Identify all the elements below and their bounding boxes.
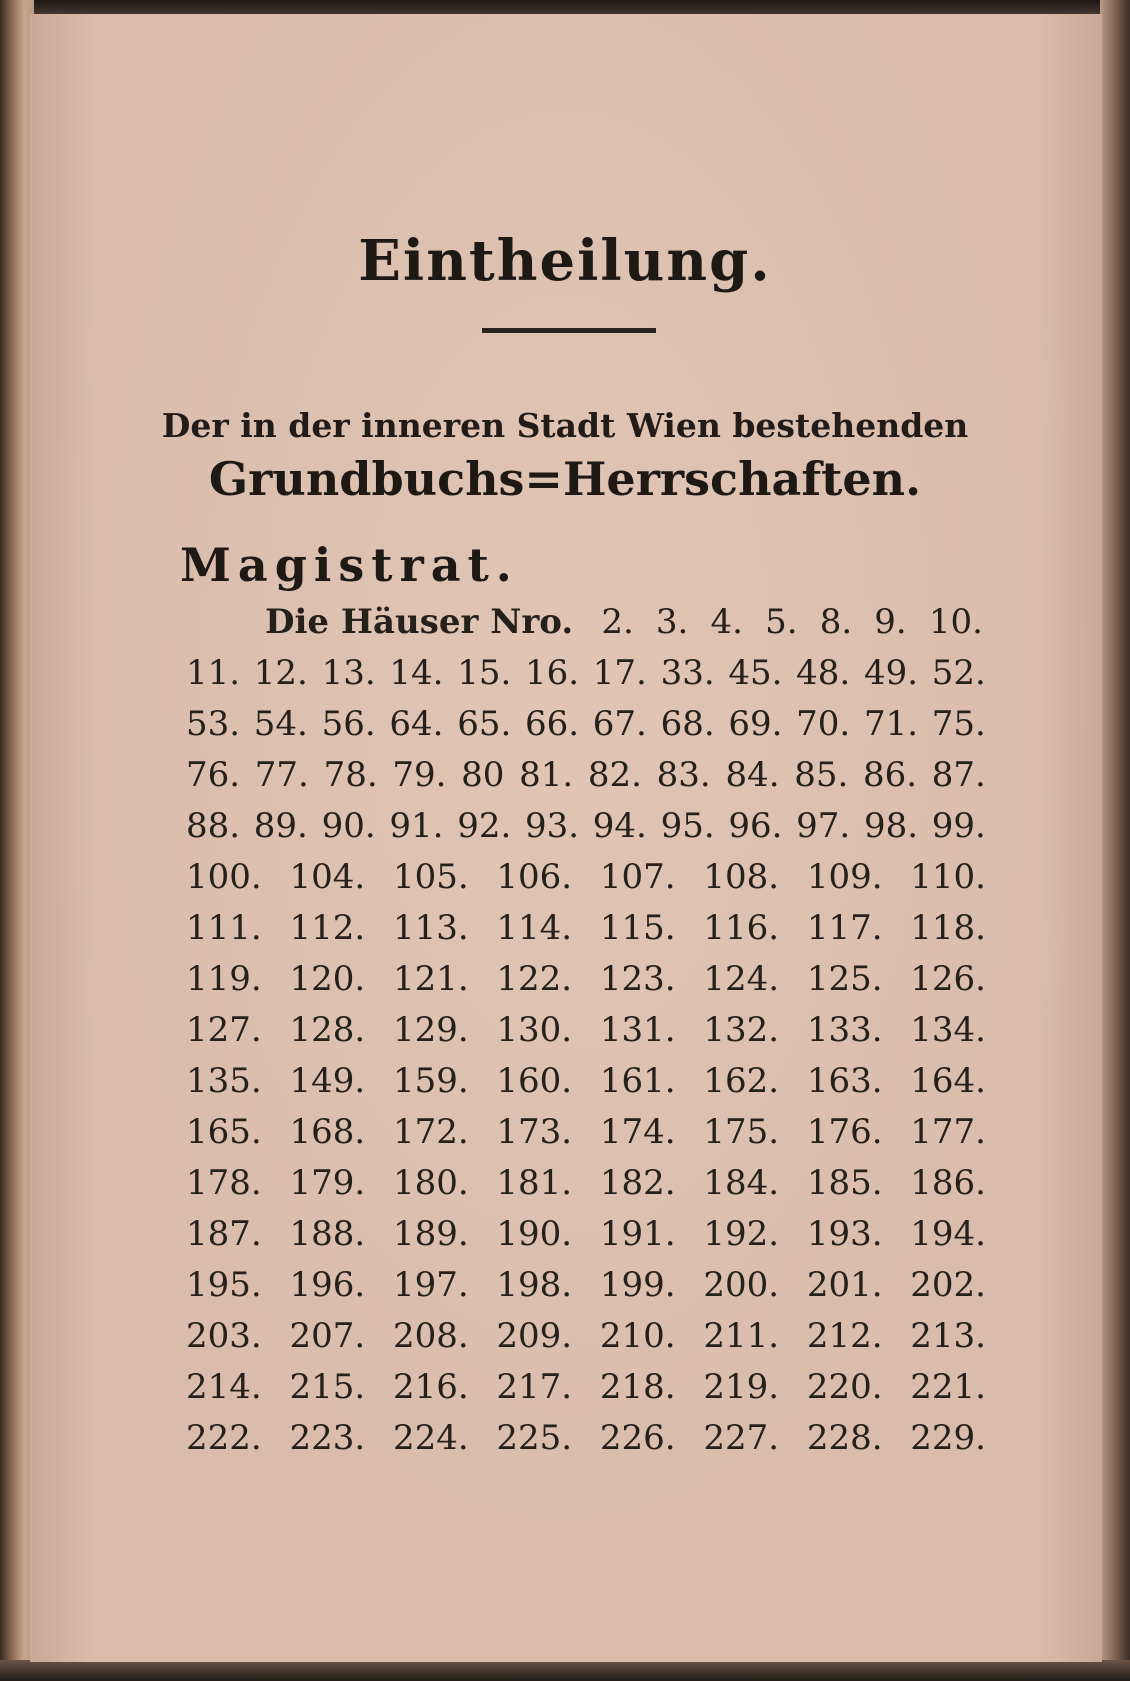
house-number: 200. <box>703 1265 780 1305</box>
house-number-line <box>265 602 983 648</box>
house-number: 10. <box>928 602 983 642</box>
house-number: 11. <box>186 653 241 693</box>
house-number: 201. <box>806 1265 883 1305</box>
house-number: 178. <box>186 1163 262 1203</box>
house-number: 211. <box>703 1316 780 1356</box>
house-number: 110. <box>910 857 986 897</box>
house-number: 176. <box>806 1112 883 1152</box>
house-number: 114. <box>496 908 573 948</box>
house-number: 125. <box>806 959 883 999</box>
house-number: 79. <box>392 755 447 795</box>
house-number: 199. <box>599 1265 676 1305</box>
house-number: 81. <box>519 755 574 795</box>
house-number: 129. <box>392 1010 469 1050</box>
house-number: 229. <box>910 1418 986 1458</box>
house-number-line <box>186 704 986 750</box>
house-number: 92. <box>457 806 512 846</box>
house-number: 12. <box>253 653 308 693</box>
house-number: 91. <box>389 806 444 846</box>
house-number: 216. <box>392 1367 469 1407</box>
house-number: 192. <box>703 1214 780 1254</box>
house-number: 224. <box>392 1418 469 1458</box>
house-number: 109. <box>806 857 883 897</box>
house-number: 117. <box>806 908 883 948</box>
page-title: Eintheilung. <box>358 228 772 294</box>
house-number: 112. <box>289 908 366 948</box>
house-number: 132. <box>703 1010 780 1050</box>
house-number: 120. <box>289 959 366 999</box>
house-number: 126. <box>910 959 986 999</box>
house-number: 3. <box>655 602 689 642</box>
house-number: 95. <box>660 806 715 846</box>
house-number: 195. <box>186 1265 262 1305</box>
house-number: 198. <box>496 1265 573 1305</box>
house-number-line <box>186 1010 986 1056</box>
house-number: 14. <box>389 653 444 693</box>
house-number: 160. <box>496 1061 573 1101</box>
house-number: 93. <box>524 806 580 846</box>
house-number: 94. <box>592 806 647 846</box>
house-number: 218. <box>599 1367 676 1407</box>
house-number: 149. <box>289 1061 366 1101</box>
house-number: 173. <box>496 1112 573 1152</box>
house-number: 15. <box>457 653 512 693</box>
house-number: 123. <box>599 959 676 999</box>
house-number: 134. <box>910 1010 986 1050</box>
house-number: 208. <box>392 1316 469 1356</box>
subtitle-line-2: Grundbuchs=Herrschaften. <box>208 452 922 506</box>
house-number: 213. <box>910 1316 986 1356</box>
house-number: 87. <box>931 755 986 795</box>
house-number: 180. <box>392 1163 469 1203</box>
house-number: 189. <box>392 1214 469 1254</box>
subtitle-line-1: Der in der inneren Stadt Wien bestehenden <box>161 406 969 445</box>
house-number: 113. <box>392 908 469 948</box>
house-number: 17. <box>592 653 647 693</box>
house-number: 77. <box>254 755 309 795</box>
house-number: 108. <box>703 857 780 897</box>
house-number: 124. <box>703 959 780 999</box>
title-rule <box>482 328 656 333</box>
house-number: 56. <box>321 704 376 744</box>
house-number: 99. <box>931 806 986 846</box>
house-number: 217. <box>496 1367 573 1407</box>
house-number: 179. <box>289 1163 366 1203</box>
house-number: 174. <box>599 1112 676 1152</box>
house-number: 191. <box>599 1214 676 1254</box>
house-number: 118. <box>910 908 986 948</box>
house-number: 214. <box>186 1367 262 1407</box>
house-number: 8. <box>819 602 853 642</box>
house-number: 185. <box>806 1163 883 1203</box>
house-number: 52. <box>931 653 986 693</box>
house-number: 69. <box>728 704 783 744</box>
house-number: 65. <box>457 704 512 744</box>
house-number: 89. <box>253 806 308 846</box>
house-number-line <box>186 908 986 954</box>
house-number-line <box>186 1418 986 1464</box>
house-number: 209. <box>496 1316 573 1356</box>
house-number: 49. <box>863 653 919 693</box>
house-number: 64. <box>389 704 444 744</box>
house-number-line <box>186 1163 986 1209</box>
house-number: 4. <box>710 602 743 642</box>
house-number: 202. <box>910 1265 986 1305</box>
house-number: 197. <box>392 1265 469 1305</box>
house-number: 219. <box>703 1367 780 1407</box>
house-number: 119. <box>186 959 262 999</box>
house-number: 193. <box>806 1214 883 1254</box>
house-number: 76. <box>186 755 241 795</box>
house-number: 223. <box>289 1418 366 1458</box>
house-number: 13. <box>321 653 376 693</box>
house-number: 210. <box>599 1316 676 1356</box>
house-number: 97. <box>796 806 851 846</box>
book-bottom-edge <box>0 1660 1130 1681</box>
house-number: 188. <box>289 1214 366 1254</box>
house-number: 131. <box>599 1010 676 1050</box>
house-number: 203. <box>186 1316 262 1356</box>
house-number: 80 <box>461 755 505 795</box>
house-number: 168. <box>289 1112 366 1152</box>
house-number: 227. <box>703 1418 780 1458</box>
house-number: 122. <box>496 959 573 999</box>
house-number: 135. <box>186 1061 262 1101</box>
house-number: 162. <box>703 1061 780 1101</box>
house-number: 83. <box>656 755 711 795</box>
house-number: 66. <box>524 704 580 744</box>
house-number: 190. <box>496 1214 573 1254</box>
house-number: 67. <box>592 704 647 744</box>
house-number: 96. <box>728 806 783 846</box>
house-number-line <box>186 1367 986 1413</box>
house-number: 215. <box>289 1367 366 1407</box>
houses-lead-text: Die Häuser Nro. <box>265 602 574 642</box>
house-number: 186. <box>910 1163 986 1203</box>
house-number: 104. <box>289 857 366 897</box>
house-number: 182. <box>599 1163 676 1203</box>
house-number: 175. <box>703 1112 780 1152</box>
house-number: 68. <box>660 704 715 744</box>
house-number: 159. <box>392 1061 469 1101</box>
house-number-line <box>186 1112 986 1158</box>
house-number: 107. <box>599 857 676 897</box>
house-number-line <box>186 1265 986 1311</box>
house-number-line <box>186 755 986 801</box>
house-number-line <box>186 806 986 852</box>
house-number: 86. <box>863 755 918 795</box>
house-number: 194. <box>910 1214 986 1254</box>
house-number: 165. <box>186 1112 262 1152</box>
house-number: 2. <box>601 602 634 642</box>
house-number: 5. <box>765 602 798 642</box>
house-number: 71. <box>863 704 919 744</box>
house-number: 177. <box>910 1112 986 1152</box>
house-number: 82. <box>587 755 642 795</box>
house-number: 181. <box>496 1163 573 1203</box>
house-number: 130. <box>496 1010 573 1050</box>
house-number-line <box>186 1061 986 1107</box>
house-number: 9. <box>874 602 907 642</box>
house-number: 225. <box>496 1418 573 1458</box>
house-number-line <box>186 1316 986 1362</box>
house-number: 196. <box>289 1265 366 1305</box>
house-number-line <box>186 1214 986 1260</box>
house-number-line <box>186 857 986 903</box>
house-number: 127. <box>186 1010 262 1050</box>
house-number: 226. <box>599 1418 676 1458</box>
house-number: 45. <box>728 653 783 693</box>
house-number: 78. <box>323 755 378 795</box>
house-number: 90. <box>321 806 376 846</box>
house-number: 16. <box>524 653 580 693</box>
house-number: 207. <box>289 1316 366 1356</box>
house-number: 33. <box>660 653 715 693</box>
house-number: 100. <box>186 857 262 897</box>
house-number: 111. <box>186 908 262 948</box>
section-heading: Magistrat. <box>180 538 519 592</box>
house-number: 212. <box>806 1316 883 1356</box>
house-number: 164. <box>910 1061 986 1101</box>
house-number: 161. <box>599 1061 676 1101</box>
house-number: 53. <box>186 704 241 744</box>
house-number: 85. <box>794 755 849 795</box>
house-number: 116. <box>703 908 780 948</box>
house-number: 172. <box>392 1112 469 1152</box>
house-number: 128. <box>289 1010 366 1050</box>
house-number: 220. <box>806 1367 883 1407</box>
house-number: 187. <box>186 1214 262 1254</box>
house-number-line <box>186 959 986 1005</box>
house-number: 48. <box>796 653 851 693</box>
house-number: 70. <box>796 704 851 744</box>
house-number: 105. <box>392 857 469 897</box>
house-number: 222. <box>186 1418 262 1458</box>
house-number: 228. <box>806 1418 883 1458</box>
house-number: 54. <box>253 704 308 744</box>
house-number: 121. <box>392 959 469 999</box>
house-number: 184. <box>703 1163 780 1203</box>
house-number: 106. <box>496 857 573 897</box>
house-number: 88. <box>186 806 241 846</box>
house-number: 115. <box>599 908 676 948</box>
house-number: 84. <box>725 755 780 795</box>
house-number: 98. <box>863 806 919 846</box>
house-number-line <box>186 653 986 699</box>
house-number: 221. <box>910 1367 986 1407</box>
house-number: 75. <box>931 704 986 744</box>
house-number: 133. <box>806 1010 883 1050</box>
house-number: 163. <box>806 1061 883 1101</box>
